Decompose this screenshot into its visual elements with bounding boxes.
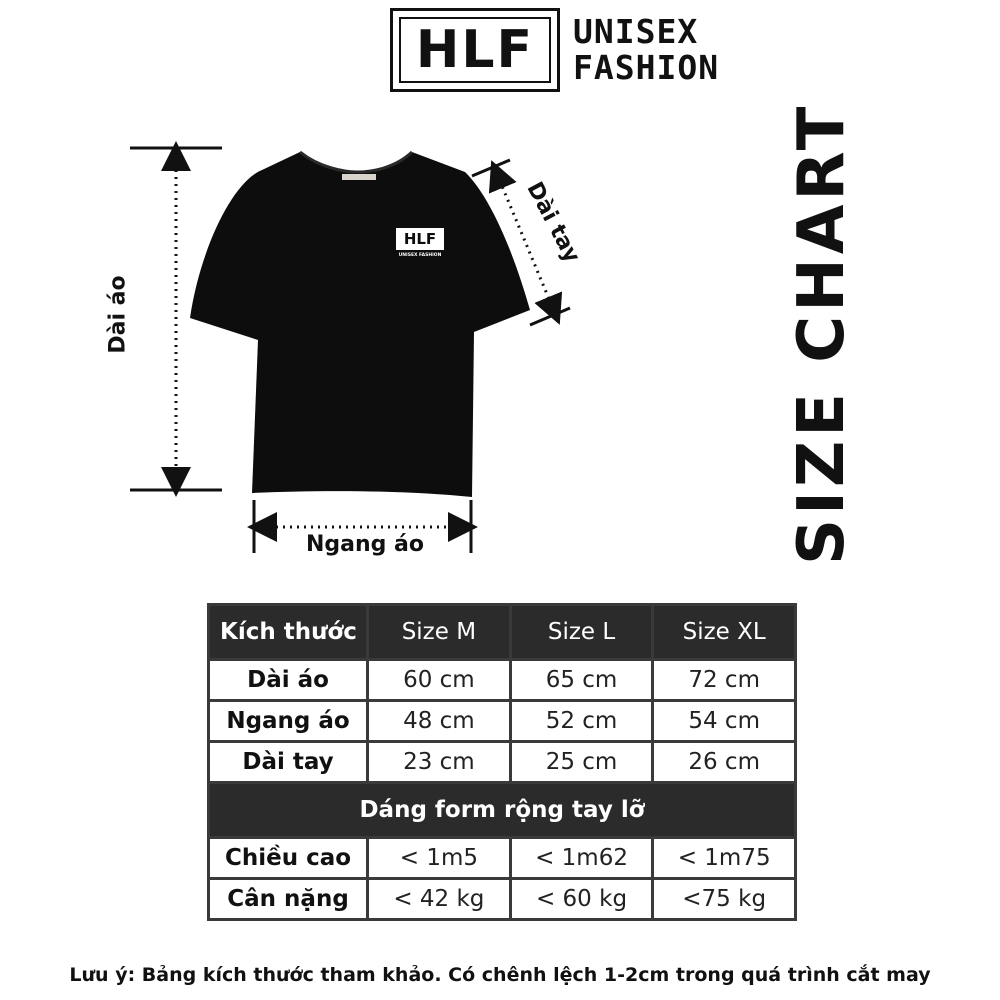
tee-print-logo — [396, 228, 444, 258]
table-cell: < 1m75 — [654, 839, 794, 877]
table-header-row — [210, 606, 794, 658]
table-cell: < 60 kg — [512, 880, 652, 918]
table-row — [210, 661, 794, 699]
brand-logo: HLF — [415, 20, 535, 80]
section-label: Dáng form rộng tay lỡ — [210, 784, 794, 836]
table-header-cell: Kích thước — [210, 606, 366, 658]
table-cell: 54 cm — [654, 702, 794, 740]
body-length-label: Dài áo — [105, 275, 131, 354]
footnote: Lưu ý: Bảng kích thước tham khảo. Có chênh lệch 1-2cm trong quá trình cắt may — [69, 964, 931, 986]
table-row — [210, 743, 794, 781]
row-label: Ngang áo — [210, 702, 366, 740]
table-row — [210, 839, 794, 877]
table-cell: <75 kg — [654, 880, 794, 918]
table-cell: 52 cm — [512, 702, 652, 740]
table-cell: 65 cm — [512, 661, 652, 699]
size-chart-title: SIZE CHART — [785, 102, 859, 565]
row-label: Dài tay — [210, 743, 366, 781]
table-cell: < 42 kg — [369, 880, 509, 918]
table-cell: 26 cm — [654, 743, 794, 781]
tee-print-logo-text: HLF — [396, 228, 444, 250]
row-label: Dài áo — [210, 661, 366, 699]
table-row — [210, 880, 794, 918]
table-cell: < 1m62 — [512, 839, 652, 877]
table-header-cell: Size XL — [654, 606, 794, 658]
row-label: Cân nặng — [210, 880, 366, 918]
tee-print-subtext: UNISEX FASHION — [398, 253, 442, 258]
table-cell: < 1m5 — [369, 839, 509, 877]
table-header-cell: Size L — [512, 606, 652, 658]
table-header-cell: Size M — [369, 606, 509, 658]
brand-tagline-line1: UNISEX — [573, 12, 699, 51]
table-cell: 23 cm — [369, 743, 509, 781]
table-cell: 25 cm — [512, 743, 652, 781]
size-table — [207, 603, 797, 921]
table-cell: 72 cm — [654, 661, 794, 699]
sleeve-length-label: Dài tay — [521, 178, 585, 267]
neck-label-icon — [342, 174, 376, 180]
table-cell: 60 cm — [369, 661, 509, 699]
tshirt-shape — [190, 152, 530, 497]
brand-tagline-line2: FASHION — [573, 48, 720, 87]
table-cell: 48 cm — [369, 702, 509, 740]
row-label: Chiều cao — [210, 839, 366, 877]
table-section-row — [210, 784, 794, 836]
chest-width-label: Ngang áo — [305, 532, 425, 557]
table-row — [210, 702, 794, 740]
